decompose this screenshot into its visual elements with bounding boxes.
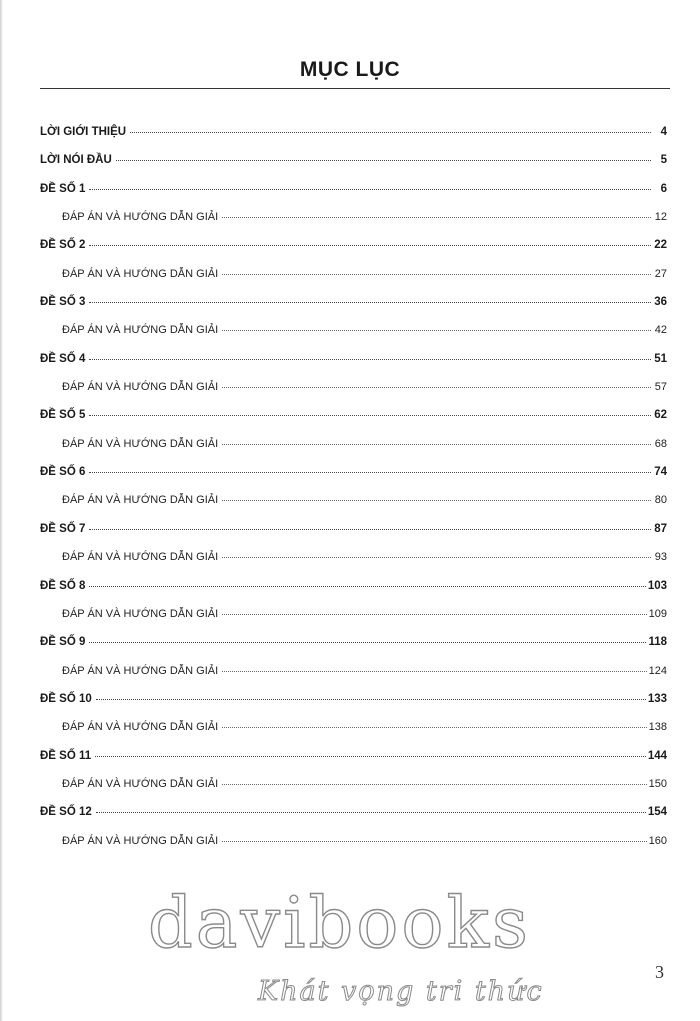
toc-subentry[interactable] — [40, 324, 667, 352]
toc-entry-label: ĐỀ SỐ 1 — [40, 182, 86, 195]
toc-subentry[interactable] — [40, 778, 667, 806]
toc-entry-label: ĐÁP ÁN VÀ HƯỚNG DẪN GIẢI — [62, 494, 219, 507]
toc-entry-label: ĐÁP ÁN VÀ HƯỚNG DẪN GIẢI — [62, 267, 219, 280]
dot-leader — [89, 529, 651, 530]
toc-entry[interactable] — [40, 239, 667, 267]
page-number: 3 — [655, 962, 664, 982]
toc-entry-page: 51 — [654, 352, 667, 365]
toc-entry-label: ĐỀ SỐ 2 — [40, 239, 86, 252]
toc-entry-label: ĐỀ SỐ 9 — [40, 636, 86, 649]
toc-entry-page: 133 — [647, 692, 667, 705]
dot-leader — [222, 841, 646, 842]
watermark-brand: davibooks — [148, 882, 531, 964]
dot-leader — [89, 642, 646, 643]
dot-leader — [89, 245, 651, 246]
dot-leader — [222, 500, 651, 501]
toc-entry-page: 62 — [654, 409, 667, 422]
toc-entry[interactable] — [40, 126, 667, 154]
toc-subentry[interactable] — [40, 268, 667, 296]
dot-leader — [222, 727, 646, 728]
toc-entry[interactable] — [40, 409, 667, 437]
dot-leader — [116, 160, 651, 161]
toc-subentry[interactable] — [40, 381, 667, 409]
dot-leader — [222, 217, 651, 218]
toc-subentry[interactable] — [40, 608, 667, 636]
toc-entry-page: 154 — [647, 806, 667, 819]
dot-leader — [96, 812, 646, 813]
toc-subentry[interactable] — [40, 211, 667, 239]
toc-entry-page: 36 — [654, 296, 667, 309]
toc-entry-page: 160 — [648, 834, 667, 847]
page-edge-shadow — [0, 0, 3, 1021]
toc-entry-label: ĐÁP ÁN VÀ HƯỚNG DẪN GIẢI — [62, 324, 219, 337]
toc-entry-label: ĐỀ SỐ 8 — [40, 579, 86, 592]
toc-entry-page: 150 — [648, 777, 667, 790]
toc-entry-label: ĐỀ SỐ 6 — [40, 466, 86, 479]
dot-leader — [222, 557, 651, 558]
toc-entry-page: 87 — [654, 522, 667, 535]
toc-entry-label: ĐÁP ÁN VÀ HƯỚNG DẪN GIẢI — [62, 437, 219, 450]
toc-entry-label: ĐỀ SỐ 4 — [40, 352, 86, 365]
toc-entry-page: 124 — [648, 664, 667, 677]
toc-entry-page: 5 — [660, 154, 667, 167]
toc-entry-label: ĐÁP ÁN VÀ HƯỚNG DẪN GIẢI — [62, 381, 219, 394]
toc-entry-label: ĐÁP ÁN VÀ HƯỚNG DẪN GIẢI — [62, 721, 219, 734]
toc-entry-page: 12 — [654, 211, 667, 224]
toc-entry-page: 4 — [660, 126, 667, 138]
toc-entry[interactable] — [40, 636, 667, 664]
toc-entry[interactable] — [40, 523, 667, 551]
toc-entry-page: 27 — [654, 267, 667, 280]
toc-entry-label: LỜI NÓI ĐẦU — [40, 154, 112, 167]
table-of-contents — [40, 126, 667, 863]
toc-subentry[interactable] — [40, 551, 667, 579]
toc-entry-page: 6 — [660, 182, 667, 195]
title-divider — [40, 88, 670, 89]
toc-entry-page: 138 — [648, 721, 667, 734]
toc-entry-page: 22 — [654, 239, 667, 252]
dot-leader — [222, 444, 651, 445]
toc-subentry[interactable] — [40, 721, 667, 749]
toc-entry[interactable] — [40, 693, 667, 721]
toc-entry-label: ĐÁP ÁN VÀ HƯỚNG DẪN GIẢI — [62, 607, 219, 620]
dot-leader — [89, 415, 651, 416]
toc-entry-label: ĐỀ SỐ 12 — [40, 806, 92, 819]
dot-leader — [222, 784, 646, 785]
toc-entry[interactable] — [40, 750, 667, 778]
dot-leader — [89, 472, 651, 473]
toc-entry-label: LỜI GIỚI THIỆU — [40, 126, 127, 138]
dot-leader — [96, 699, 646, 700]
toc-subentry[interactable] — [40, 494, 667, 522]
toc-entry-label: ĐỀ SỐ 7 — [40, 522, 86, 535]
toc-entry[interactable] — [40, 154, 667, 182]
toc-entry-page: 68 — [654, 437, 667, 450]
toc-entry-label: ĐÁP ÁN VÀ HƯỚNG DẪN GIẢI — [62, 664, 219, 677]
dot-leader — [95, 756, 646, 757]
toc-entry-page: 74 — [654, 466, 667, 479]
toc-entry[interactable] — [40, 806, 667, 834]
dot-leader — [130, 132, 651, 133]
dot-leader — [222, 330, 651, 331]
toc-entry-label: ĐÁP ÁN VÀ HƯỚNG DẪN GIẢI — [62, 551, 219, 564]
watermark-tagline: Khát vọng tri thức — [258, 976, 544, 1007]
toc-entry-label: ĐỀ SỐ 3 — [40, 296, 86, 309]
toc-entry-page: 109 — [648, 607, 667, 620]
toc-subentry[interactable] — [40, 835, 667, 863]
toc-entry-page: 80 — [654, 494, 667, 507]
dot-leader — [222, 387, 651, 388]
toc-entry-page: 57 — [654, 381, 667, 394]
toc-entry[interactable] — [40, 183, 667, 211]
toc-entry-label: ĐỀ SỐ 5 — [40, 409, 86, 422]
dot-leader — [89, 586, 645, 587]
toc-entry-label: ĐÁP ÁN VÀ HƯỚNG DẪN GIẢI — [62, 777, 219, 790]
dot-leader — [222, 671, 646, 672]
page-title: MỤC LỤC — [299, 58, 401, 81]
toc-entry-page: 93 — [654, 551, 667, 564]
dot-leader — [89, 302, 651, 303]
toc-entry-page: 103 — [647, 579, 667, 592]
dot-leader — [89, 359, 651, 360]
toc-entry-page: 144 — [647, 749, 667, 762]
toc-subentry[interactable] — [40, 665, 667, 693]
toc-entry[interactable] — [40, 296, 667, 324]
toc-entry-label: ĐÁP ÁN VÀ HƯỚNG DẪN GIẢI — [62, 211, 219, 224]
toc-entry-label: ĐỀ SỐ 10 — [40, 692, 92, 705]
toc-entry-label: ĐỀ SỐ 11 — [40, 749, 92, 762]
toc-entry[interactable] — [40, 353, 667, 381]
toc-entry[interactable] — [40, 580, 667, 608]
toc-entry-label: ĐÁP ÁN VÀ HƯỚNG DẪN GIẢI — [62, 834, 219, 847]
dot-leader — [222, 274, 651, 275]
dot-leader — [222, 614, 646, 615]
toc-subentry[interactable] — [40, 438, 667, 466]
toc-entry-page: 118 — [648, 636, 667, 649]
dot-leader — [89, 189, 651, 190]
toc-entry-page: 42 — [654, 324, 667, 337]
toc-entry[interactable] — [40, 466, 667, 494]
